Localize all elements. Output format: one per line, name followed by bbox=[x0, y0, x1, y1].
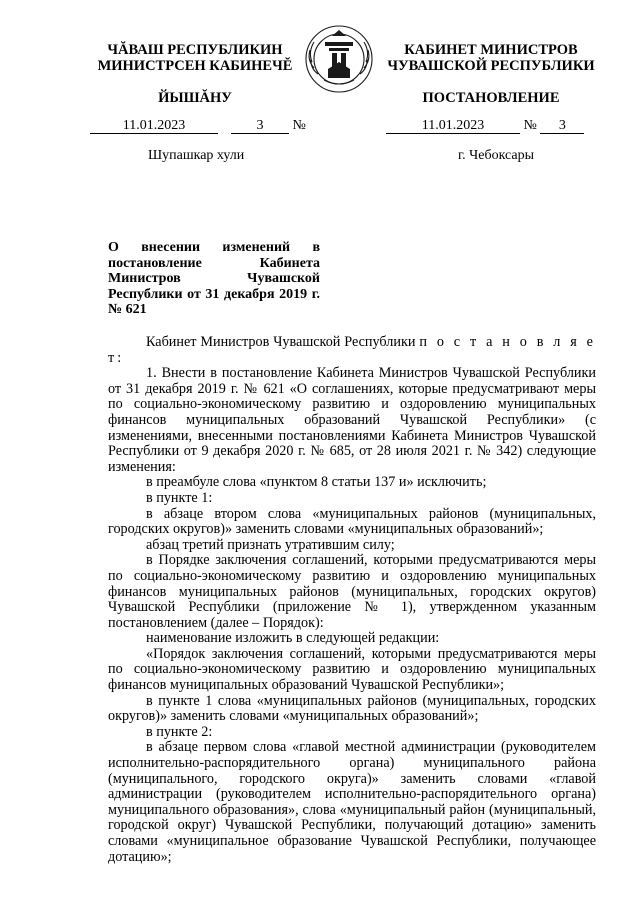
body-paragraph: в Порядке заключения соглашений, которыми предусматриваются меры по социально-экономическому развитию и оздоровлению муниципальных финансов муниципальных районов (муниципальных, городских округов) Чувашской Республики (приложение № 1), утвержденном указанным постановлением (далее – Порядок): bbox=[108, 552, 596, 631]
left-date: 11.01.2023 bbox=[90, 118, 218, 134]
body-paragraph: в абзаце втором слова «муниципальных районов (муниципальных, городских округов)» заменить словами «муниципальных образований»; bbox=[108, 505, 596, 538]
right-header-line1: КАБИНЕТ МИНИСТРОВ bbox=[404, 42, 578, 58]
right-no-sign: № bbox=[523, 118, 537, 133]
body-paragraph: абзац третий признать утратившим силу; bbox=[146, 536, 395, 553]
left-header-line2: МИНИСТРСЕН КАБИНЕЧĔ bbox=[97, 58, 293, 74]
left-doc-type: ЙЫШĂНУ bbox=[158, 90, 232, 106]
chuvash-republic-coat-of-arms-icon bbox=[302, 22, 376, 96]
right-date: 11.01.2023 bbox=[386, 118, 520, 134]
right-dateline bbox=[386, 118, 584, 134]
left-header bbox=[80, 42, 310, 74]
left-no-sign: № bbox=[292, 118, 306, 133]
body-paragraph: в пункте 1 слова «муниципальных районов (муниципальных, городских округов)» заменить словами «муниципальных образований»; bbox=[108, 692, 596, 725]
body-paragraph: в преамбуле слова «пунктом 8 статьи 137 и» исключить; bbox=[146, 474, 487, 491]
document-title: О внесении изменений в постановление Кабинета Министров Чувашской Республики от 31 декабря 2019 г. № 621 bbox=[108, 240, 320, 317]
preamble-decree-word: п о с т а н о в л я е т: bbox=[108, 334, 596, 366]
left-header-line1: ЧĂВАШ РЕСПУБЛИКИН bbox=[107, 42, 283, 58]
left-number: 3 bbox=[231, 118, 289, 134]
right-place: г. Чебоксары bbox=[458, 148, 535, 163]
preamble-text: Кабинет Министров Чувашской Республики bbox=[146, 334, 420, 350]
body-paragraph: «Порядок заключения соглашений, которыми предусматриваются меры по социально-экономическому развитию и оздоровлению муниципальных финансов муниципальных образований Чувашской Республики»; bbox=[108, 645, 596, 694]
document-body bbox=[108, 335, 596, 865]
right-number: 3 bbox=[540, 118, 584, 134]
body-paragraph: наименование изложить в следующей редакции: bbox=[146, 630, 440, 647]
right-header bbox=[380, 42, 602, 74]
body-paragraph: в пункте 1: bbox=[146, 489, 213, 506]
right-header-line2: ЧУВАШСКОЙ РЕСПУБЛИКИ bbox=[387, 58, 595, 74]
body-paragraph: в абзаце первом слова «главой местной администрации (руководителем исполнительно-распорядительного органа) муниципального района (муниципального, городского округа)» заменить словами «главой администрации (руководителем исполнительно-распорядительного органа) муниципального образования», слова «муниципальный район (муниципальный, городской округ) Чувашской Республики, получающий дотацию» заменить словами «муниципальное образование Чувашской Республики, получающее дотацию»; bbox=[108, 739, 596, 865]
body-paragraph: в пункте 2: bbox=[146, 723, 213, 740]
left-place: Шупашкар хули bbox=[148, 148, 245, 163]
right-doc-type: ПОСТАНОВЛЕНИЕ bbox=[422, 90, 560, 106]
body-paragraph: 1. Внести в постановление Кабинета Министров Чувашской Республики от 31 декабря 2019 г. № 621 «О соглашениях, которые предусматривают меры по социально-экономическому развитию и оздоровлению муниципальных финансов муниципальных образований Чувашской Республики» (с изменениями, внесенными постановлениями Кабинета Министров Чувашской Республики от 9 декабря 2020 г. № 685, от 28 июля 2021 г. № 342) следующие изменения: bbox=[108, 365, 596, 475]
preamble-paragraph bbox=[108, 335, 596, 366]
left-dateline bbox=[90, 118, 306, 134]
